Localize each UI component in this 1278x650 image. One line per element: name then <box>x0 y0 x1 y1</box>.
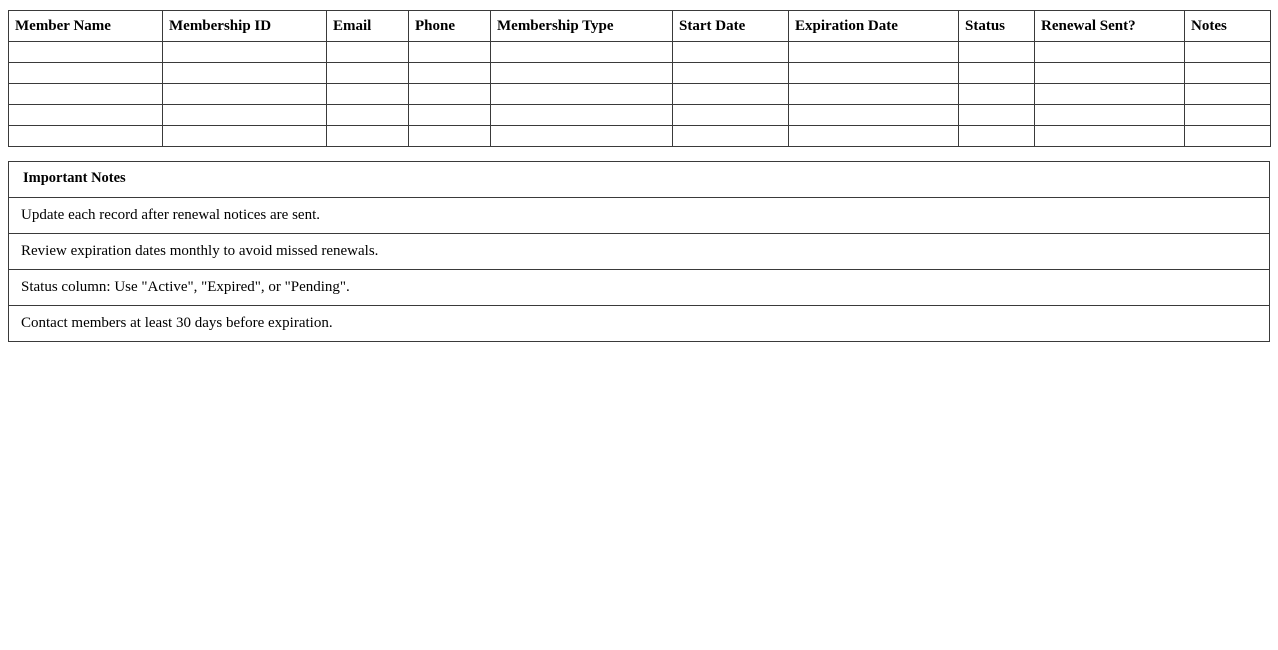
cell-phone[interactable] <box>409 42 491 63</box>
important-notes-table <box>8 161 1270 342</box>
column-header-renewal-sent: Renewal Sent? <box>1035 11 1185 42</box>
cell-notes[interactable] <box>1185 42 1271 63</box>
column-header-email: Email <box>327 11 409 42</box>
column-header-expiration-date: Expiration Date <box>789 11 959 42</box>
note-item: Contact members at least 30 days before expiration. <box>9 306 1270 342</box>
cell-start-date[interactable] <box>673 42 789 63</box>
note-item: Review expiration dates monthly to avoid missed renewals. <box>9 234 1270 270</box>
column-header-status: Status <box>959 11 1035 42</box>
cell-phone[interactable] <box>409 84 491 105</box>
notes-heading: Important Notes <box>9 162 1270 198</box>
cell-member-name[interactable] <box>9 84 163 105</box>
cell-notes[interactable] <box>1185 105 1271 126</box>
cell-renewal-sent[interactable] <box>1035 126 1185 147</box>
cell-notes[interactable] <box>1185 84 1271 105</box>
cell-membership-id[interactable] <box>163 63 327 84</box>
cell-email[interactable] <box>327 105 409 126</box>
cell-phone[interactable] <box>409 126 491 147</box>
cell-status[interactable] <box>959 84 1035 105</box>
cell-renewal-sent[interactable] <box>1035 105 1185 126</box>
cell-member-name[interactable] <box>9 63 163 84</box>
cell-membership-id[interactable] <box>163 126 327 147</box>
cell-renewal-sent[interactable] <box>1035 42 1185 63</box>
cell-expiration-date[interactable] <box>789 105 959 126</box>
column-header-start-date: Start Date <box>673 11 789 42</box>
cell-membership-type[interactable] <box>491 84 673 105</box>
cell-notes[interactable] <box>1185 126 1271 147</box>
cell-membership-id[interactable] <box>163 42 327 63</box>
cell-status[interactable] <box>959 126 1035 147</box>
cell-membership-type[interactable] <box>491 63 673 84</box>
cell-phone[interactable] <box>409 63 491 84</box>
cell-start-date[interactable] <box>673 105 789 126</box>
cell-status[interactable] <box>959 63 1035 84</box>
column-header-notes: Notes <box>1185 11 1271 42</box>
cell-status[interactable] <box>959 105 1035 126</box>
table-row[interactable] <box>9 105 1271 126</box>
cell-membership-id[interactable] <box>163 105 327 126</box>
cell-email[interactable] <box>327 42 409 63</box>
cell-email[interactable] <box>327 84 409 105</box>
cell-membership-type[interactable] <box>491 42 673 63</box>
cell-expiration-date[interactable] <box>789 42 959 63</box>
cell-expiration-date[interactable] <box>789 63 959 84</box>
cell-member-name[interactable] <box>9 126 163 147</box>
table-header-row <box>9 11 1271 42</box>
notes-row <box>9 198 1270 234</box>
column-header-phone: Phone <box>409 11 491 42</box>
cell-phone[interactable] <box>409 105 491 126</box>
cell-email[interactable] <box>327 126 409 147</box>
cell-membership-type[interactable] <box>491 126 673 147</box>
note-item: Status column: Use "Active", "Expired", or "Pending". <box>9 270 1270 306</box>
cell-notes[interactable] <box>1185 63 1271 84</box>
cell-email[interactable] <box>327 63 409 84</box>
member-records-table <box>8 10 1271 147</box>
cell-status[interactable] <box>959 42 1035 63</box>
column-header-membership-id: Membership ID <box>163 11 327 42</box>
cell-membership-type[interactable] <box>491 105 673 126</box>
cell-member-name[interactable] <box>9 105 163 126</box>
notes-heading-row <box>9 162 1270 198</box>
table-row[interactable] <box>9 63 1271 84</box>
cell-member-name[interactable] <box>9 42 163 63</box>
notes-row <box>9 270 1270 306</box>
cell-start-date[interactable] <box>673 63 789 84</box>
column-header-membership-type: Membership Type <box>491 11 673 42</box>
notes-row <box>9 306 1270 342</box>
table-row[interactable] <box>9 126 1271 147</box>
cell-membership-id[interactable] <box>163 84 327 105</box>
cell-start-date[interactable] <box>673 84 789 105</box>
cell-expiration-date[interactable] <box>789 126 959 147</box>
cell-renewal-sent[interactable] <box>1035 63 1185 84</box>
notes-row <box>9 234 1270 270</box>
note-item: Update each record after renewal notices are sent. <box>9 198 1270 234</box>
column-header-member-name: Member Name <box>9 11 163 42</box>
table-row[interactable] <box>9 84 1271 105</box>
table-row[interactable] <box>9 42 1271 63</box>
cell-expiration-date[interactable] <box>789 84 959 105</box>
cell-renewal-sent[interactable] <box>1035 84 1185 105</box>
cell-start-date[interactable] <box>673 126 789 147</box>
